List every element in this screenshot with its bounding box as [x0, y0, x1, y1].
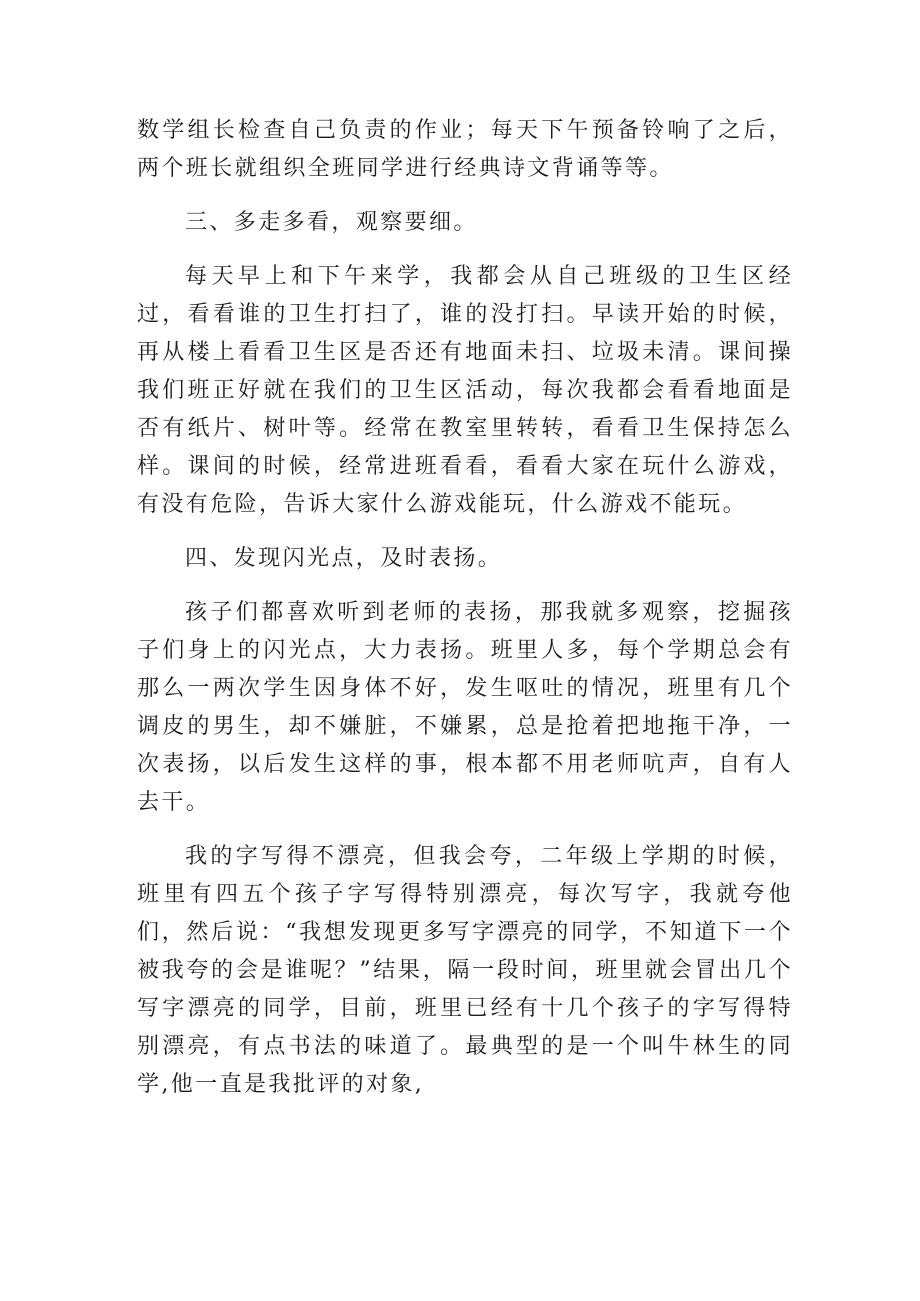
paragraph-praise: 孩子们都喜欢听到老师的表扬，那我就多观察，挖掘孩子们身上的闪光点，大力表扬。班里人多，每个学期总会有那么一两次学生因身体不好，发生呕吐的情况，班里有几个调皮的男生，却不嫌脏，不嫌累，总是抢着把地拖干净，一次表扬，以后发生这样的事，根本都不用老师吭声，自有人去干。	[137, 600, 793, 815]
paragraph-continuation: 数学组长检查自己负责的作业；每天下午预备铃响了之后，两个班长就组织全班同学进行经典诗文背诵等等。	[137, 118, 793, 181]
paragraph-observation: 每天早上和下午来学，我都会从自己班级的卫生区经过，看看谁的卫生打扫了，谁的没打扫。早读开始的时候，再从楼上看看卫生区是否还有地面未扫、垃圾未清。课间操我们班正好就在我们的卫生区活动，每次我都会看看地面是否有纸片、树叶等。经常在教室里转转，看看卫生保持怎么样。课间的时候，经常进班看看，看看大家在玩什么游戏，有没有危险，告诉大家什么游戏能玩，什么游戏不能玩。	[137, 264, 793, 517]
document-page	[137, 112, 793, 1120]
section-heading-3: 三、多走多看，观察要细。	[185, 210, 478, 235]
paragraph-handwriting: 我的字写得不漂亮，但我会夸，二年级上学期的时候，班里有四五个孩子字写得特别漂亮，每次写字，我就夸他们，然后说：“我想发现更多写字漂亮的同学，不知道下一个被我夸的会是谁呢？”结果，隔一段时间，班里就会冒出几个写字漂亮的同学，目前，班里已经有十几个孩子的字写得特别漂亮，有点书法的味道了。最典型的是一个叫牛林生的同学,他一直是我批评的对象,	[137, 844, 793, 1097]
section-heading-4: 四、发现闪光点，及时表扬。	[185, 546, 503, 571]
